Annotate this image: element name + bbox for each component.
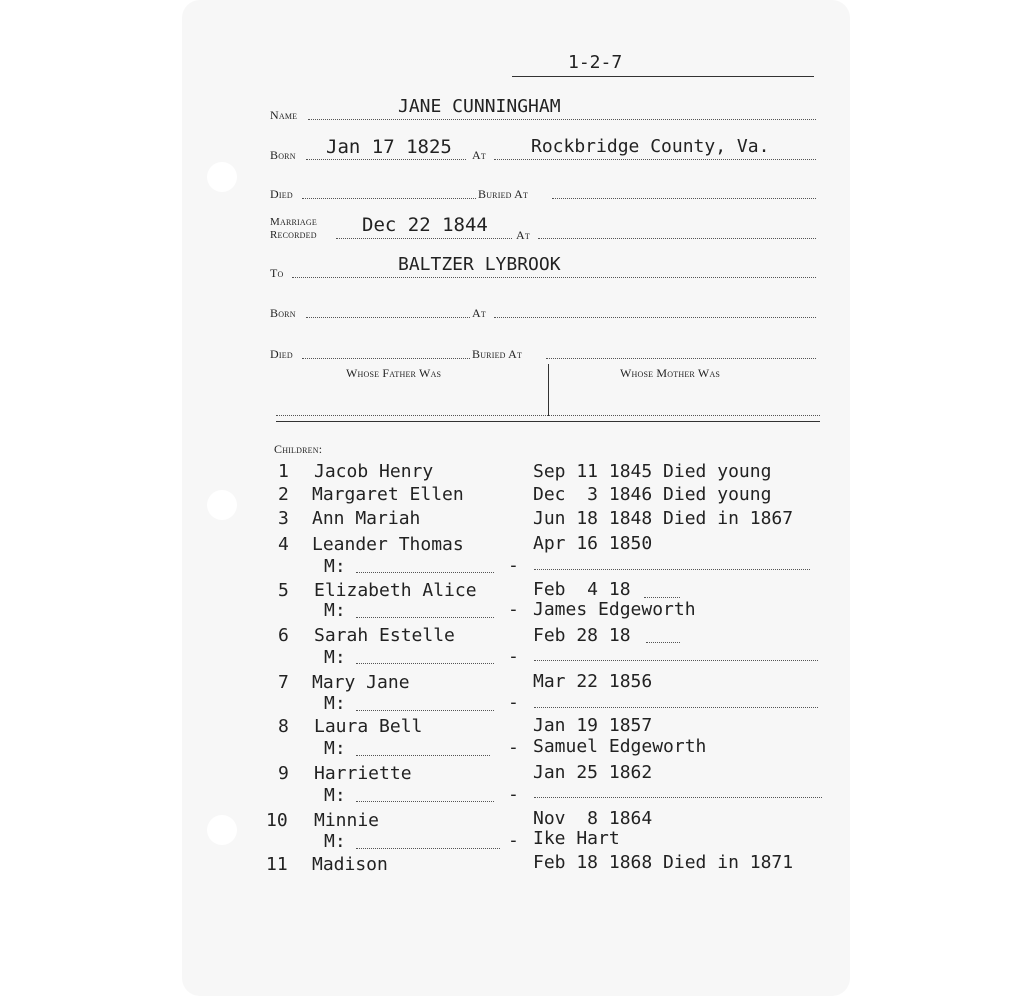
child-number: 7 [278, 672, 289, 693]
punch-hole [207, 162, 237, 192]
child-name: Margaret Ellen [312, 484, 464, 505]
born-place-line [494, 159, 816, 160]
child-name: Harriette [314, 763, 412, 784]
recorded-label: Recorded [270, 229, 317, 241]
child-marriage-label: M: [324, 556, 346, 577]
parents-line [276, 415, 820, 416]
spouse-died-line [302, 358, 470, 359]
child-name: Elizabeth Alice [314, 580, 477, 601]
child-spouse-line [534, 660, 818, 661]
child-marriage-date-line [356, 663, 494, 664]
whose-mother-label: Whose Mother Was [620, 366, 721, 380]
child-name: Madison [312, 854, 388, 875]
died-line [302, 198, 476, 199]
child-birth: Sep 11 1845 Died young [533, 461, 772, 482]
child-birth: Jan 25 1862 [533, 762, 653, 783]
child-marriage-dash: - [508, 830, 519, 851]
child-birth: Dec 3 1846 Died young [533, 484, 772, 505]
child-birth: Feb 28 18 [533, 625, 631, 646]
died-label: Died [270, 187, 293, 201]
child-marriage-date-line [356, 801, 494, 802]
child-spouse: James Edgeworth [533, 599, 696, 620]
child-birth-year-line [644, 597, 680, 598]
child-marriage-date-line [356, 572, 494, 573]
child-number: 5 [278, 580, 289, 601]
child-number: 8 [278, 716, 289, 737]
child-marriage-date-line [356, 617, 494, 618]
child-marriage-dash: - [508, 784, 519, 805]
child-marriage-date-line [356, 755, 490, 756]
child-marriage-date-line [356, 848, 500, 849]
child-birth: Nov 8 1864 [533, 808, 653, 829]
child-name: Jacob Henry [314, 461, 434, 482]
punch-hole [207, 815, 237, 845]
child-birth: Feb 4 18 [533, 579, 631, 600]
person-name: JANE CUNNINGHAM [398, 96, 561, 117]
whose-father-label: Whose Father Was [346, 366, 442, 380]
marriage-place-line [538, 238, 816, 239]
child-number: 10 [266, 810, 288, 831]
spouse-born-at-label: At [472, 306, 486, 320]
marriage-date: Dec 22 1844 [362, 214, 488, 236]
child-name: Leander Thomas [312, 534, 464, 555]
spouse-buried-at-line [546, 358, 816, 359]
child-marriage-dash: - [508, 555, 519, 576]
child-name: Minnie [314, 810, 380, 831]
child-birth: Feb 18 1868 Died in 1871 [533, 852, 794, 873]
child-number: 11 [266, 854, 288, 875]
child-number: 4 [278, 534, 289, 555]
buried-at-line [552, 198, 816, 199]
born-at-label: At [472, 148, 486, 162]
child-number: 3 [278, 508, 289, 529]
name-label: Name [270, 108, 298, 122]
spouse-born-place-line [494, 317, 816, 318]
child-spouse: Samuel Edgeworth [533, 736, 707, 757]
child-marriage-label: M: [324, 647, 346, 668]
buried-at-label: Buried At [478, 187, 529, 201]
child-number: 6 [278, 625, 289, 646]
born-date: Jan 17 1825 [326, 136, 452, 158]
child-marriage-label: M: [324, 831, 346, 852]
spouse-name: BALTZER LYBROOK [398, 254, 561, 275]
child-birth: Jan 19 1857 [533, 715, 653, 736]
children-label: Children: [274, 442, 323, 456]
child-birth-year-line [646, 642, 680, 643]
spouse-buried-at-label: Buried At [472, 347, 523, 361]
born-place: Rockbridge County, Va. [531, 136, 770, 157]
child-name: Laura Bell [314, 716, 423, 737]
child-spouse-line [534, 569, 810, 570]
parents-bottom-rule [276, 421, 820, 422]
child-marriage-label: M: [324, 738, 346, 759]
spouse-born-line [306, 317, 470, 318]
child-spouse-line [534, 797, 822, 798]
born-label: Born [270, 148, 296, 162]
marriage-at-label: At [516, 228, 530, 242]
child-name: Sarah Estelle [314, 625, 455, 646]
marriage-date-line [336, 238, 512, 239]
child-spouse: Ike Hart [533, 828, 620, 849]
child-marriage-date-line [356, 710, 494, 711]
child-birth: Mar 22 1856 [533, 671, 653, 692]
record-number-rule [512, 76, 814, 77]
child-marriage-dash: - [508, 737, 519, 758]
child-marriage-dash: - [508, 599, 519, 620]
spouse-born-label: Born [270, 306, 296, 320]
record-number: 1-2-7 [568, 52, 623, 73]
child-birth: Jun 18 1848 Died in 1867 [533, 508, 794, 529]
child-number: 9 [278, 763, 289, 784]
child-number: 2 [278, 484, 289, 505]
child-marriage-dash: - [508, 692, 519, 713]
marriage-label: Marriage [270, 216, 317, 228]
child-marriage-dash: - [508, 646, 519, 667]
child-spouse-line [534, 707, 818, 708]
spouse-line [292, 277, 816, 278]
to-label: To [270, 266, 284, 280]
child-number: 1 [278, 461, 289, 482]
child-birth: Apr 16 1850 [533, 533, 653, 554]
child-marriage-label: M: [324, 785, 346, 806]
child-marriage-label: M: [324, 600, 346, 621]
child-name: Ann Mariah [312, 508, 421, 529]
punch-hole [207, 490, 237, 520]
child-marriage-label: M: [324, 693, 346, 714]
born-date-line [306, 159, 466, 160]
name-line [308, 119, 816, 120]
parents-divider [548, 364, 549, 416]
spouse-died-label: Died [270, 347, 293, 361]
child-name: Mary Jane [312, 672, 410, 693]
